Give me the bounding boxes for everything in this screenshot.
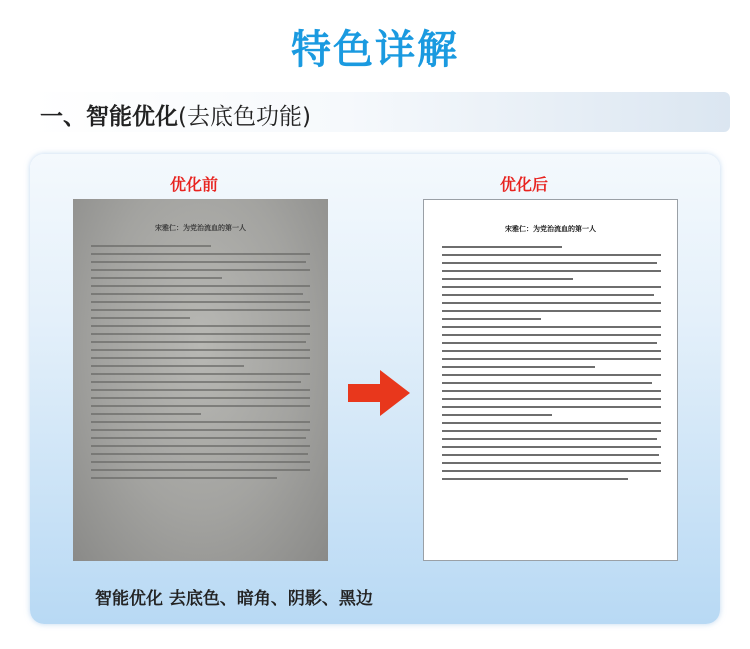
text-line [91, 309, 310, 311]
text-line [91, 325, 310, 327]
after-document-image [423, 199, 678, 561]
text-line [442, 286, 661, 288]
text-line [91, 245, 211, 247]
text-line [442, 446, 661, 448]
text-line [442, 318, 541, 320]
text-line [442, 350, 661, 352]
text-line [442, 358, 661, 360]
text-line [91, 269, 310, 271]
text-line [91, 277, 222, 279]
text-line [91, 285, 310, 287]
text-line [91, 389, 310, 391]
text-line [442, 294, 654, 296]
text-line [91, 253, 310, 255]
text-line [442, 478, 628, 480]
before-label: 优化前 [170, 175, 219, 194]
before-document-text [91, 245, 310, 485]
text-line [91, 301, 310, 303]
right-arrow-icon [348, 370, 410, 416]
text-line [442, 310, 661, 312]
text-line [442, 422, 661, 424]
text-line [91, 349, 310, 351]
text-line [442, 246, 562, 248]
text-line [91, 405, 310, 407]
section-title-main: 一、智能优化 [40, 104, 178, 130]
text-line [91, 429, 310, 431]
text-line [91, 381, 301, 383]
text-line [442, 430, 661, 432]
text-line [91, 261, 306, 263]
text-line [91, 357, 310, 359]
text-line [442, 278, 573, 280]
after-label: 优化后 [500, 175, 549, 194]
text-line [442, 326, 661, 328]
text-line [442, 406, 661, 408]
text-line [442, 438, 657, 440]
before-document-heading: 宋雅仁：为党治流血的第一人 [155, 224, 246, 232]
page-title: 特色详解 [291, 27, 459, 73]
text-line [442, 462, 661, 464]
text-line [91, 333, 310, 335]
text-line [442, 414, 552, 416]
text-line [442, 342, 657, 344]
text-line [442, 270, 661, 272]
text-line [91, 453, 308, 455]
text-line [91, 477, 277, 479]
text-line [91, 341, 306, 343]
after-document-heading: 宋雅仁：为党治流血的第一人 [505, 225, 596, 233]
text-line [442, 302, 661, 304]
text-line [91, 469, 310, 471]
text-line [91, 365, 244, 367]
text-line [442, 390, 661, 392]
text-line [442, 382, 652, 384]
text-line [442, 470, 661, 472]
feature-caption: 智能优化 去底色、暗角、阴影、黑边 [95, 589, 373, 609]
text-line [91, 445, 310, 447]
text-line [91, 413, 201, 415]
text-line [91, 373, 310, 375]
text-line [91, 397, 310, 399]
text-line [91, 293, 303, 295]
text-line [91, 461, 310, 463]
after-document-text [442, 246, 661, 486]
text-line [442, 454, 659, 456]
text-line [442, 366, 595, 368]
text-line [442, 398, 661, 400]
before-document-image [73, 199, 328, 561]
text-line [442, 254, 661, 256]
text-line [91, 317, 190, 319]
text-line [442, 334, 661, 336]
section-title-sub: (去底色功能) [178, 104, 311, 130]
text-line [442, 374, 661, 376]
section-title [40, 98, 311, 131]
text-line [442, 262, 657, 264]
text-line [91, 421, 310, 423]
text-line [91, 437, 306, 439]
